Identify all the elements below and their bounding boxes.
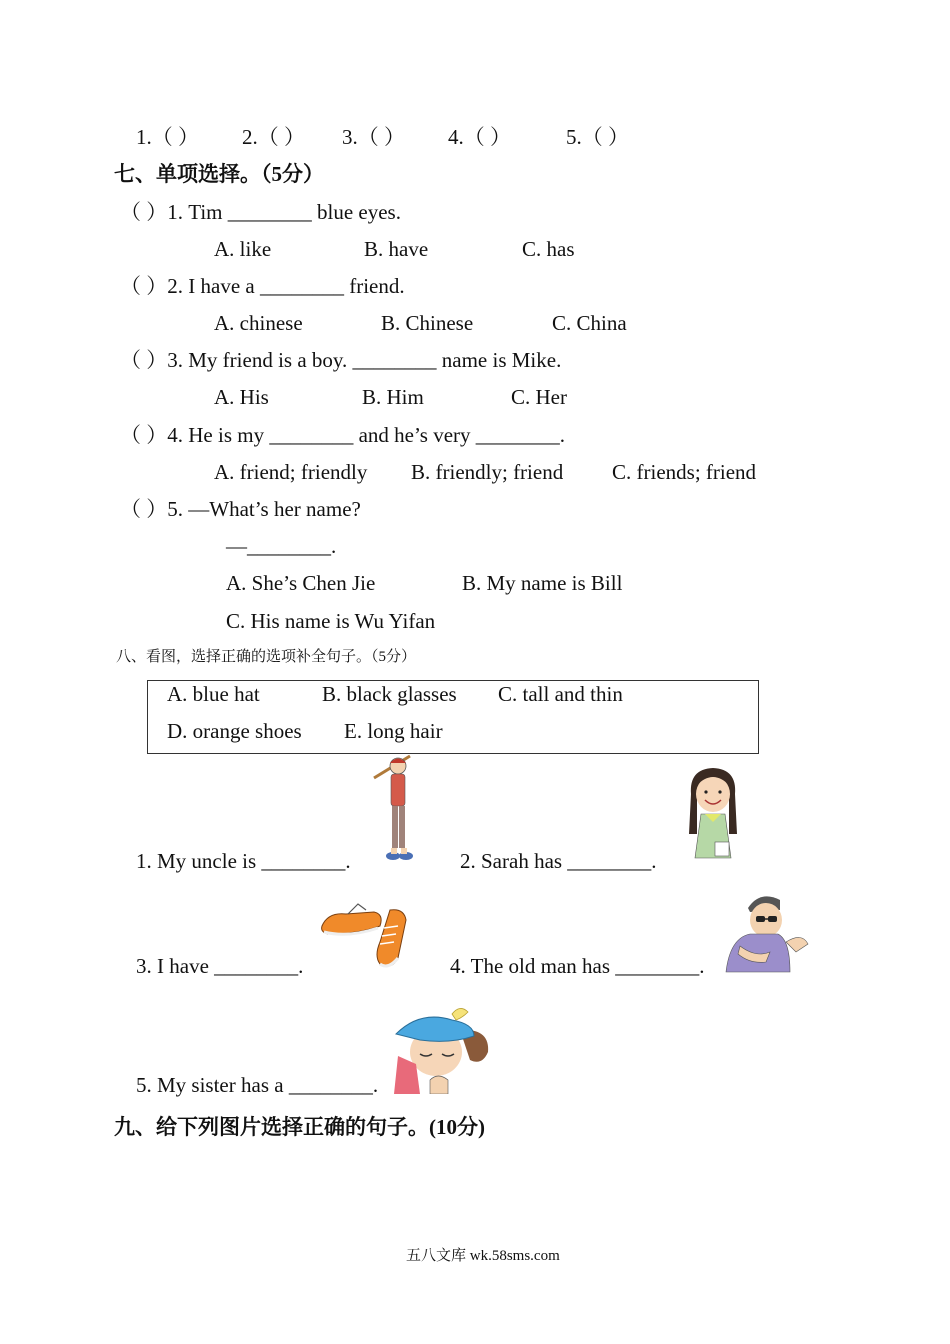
tall-boy-illustration bbox=[366, 752, 428, 868]
answer-1: 1.（ ） bbox=[136, 125, 199, 149]
q2-option-b: B. Chinese bbox=[381, 311, 474, 335]
q1-option-a: A. like bbox=[214, 237, 272, 261]
q5-option-c: C. His name is Wu Yifan bbox=[226, 609, 436, 633]
q1-option-b: B. have bbox=[364, 237, 429, 261]
q5-stem: （ ）5. —What’s her name? bbox=[120, 497, 361, 521]
q1-stem: （ ）1. Tim ________ blue eyes. bbox=[120, 200, 401, 224]
q1-option-c: C. has bbox=[522, 237, 575, 261]
q5-option-a: A. She’s Chen Jie bbox=[226, 571, 376, 595]
q3-option-c: C. Her bbox=[511, 385, 567, 409]
q2-stem: （ ）2. I have a ________ friend. bbox=[120, 274, 405, 298]
choice-b: B. black glasses bbox=[322, 682, 457, 706]
q2-option-a: A. chinese bbox=[214, 311, 303, 335]
q3-option-a: A. His bbox=[214, 385, 269, 409]
old-man-illustration bbox=[720, 888, 810, 974]
choice-d: D. orange shoes bbox=[167, 719, 302, 743]
choice-a: A. blue hat bbox=[167, 682, 260, 706]
section8-title: 八、看图，选择正确的选项补全句子。（5分） bbox=[116, 649, 417, 665]
section7-title: 七、单项选择。（5分） bbox=[114, 162, 324, 186]
q4-option-b: B. friendly; friend bbox=[411, 460, 564, 484]
section9-title: 九、给下列图片选择正确的句子。(10分) bbox=[114, 1115, 485, 1139]
sentence-4: 4. The old man has ________. bbox=[450, 954, 705, 978]
sentence-5: 5. My sister has a ________. bbox=[136, 1073, 379, 1097]
answer-3: 3.（ ） bbox=[342, 125, 405, 149]
q4-option-c: C. friends; friend bbox=[612, 460, 757, 484]
q5-option-b: B. My name is Bill bbox=[462, 571, 623, 595]
sentence-2: 2. Sarah has ________. bbox=[460, 849, 657, 873]
orange-shoes-illustration bbox=[318, 898, 414, 974]
answer-2: 2.（ ） bbox=[242, 125, 305, 149]
choice-e: E. long hair bbox=[344, 719, 443, 743]
q3-stem: （ ）3. My friend is a boy. ________ name is Mike. bbox=[120, 348, 562, 372]
answer-5: 5.（ ） bbox=[566, 125, 629, 149]
q4-option-a: A. friend; friendly bbox=[214, 460, 368, 484]
q5-reply: —________. bbox=[226, 534, 337, 558]
footer-watermark: 五八文库 wk.58sms.com bbox=[406, 1248, 560, 1264]
sister-illustration bbox=[390, 1000, 494, 1094]
q2-option-c: C. China bbox=[552, 311, 627, 335]
q4-stem: （ ）4. He is my ________ and he’s very ________. bbox=[120, 423, 566, 447]
sentence-1: 1. My uncle is ________. bbox=[136, 849, 351, 873]
sarah-illustration bbox=[683, 764, 743, 866]
choice-c: C. tall and thin bbox=[498, 682, 623, 706]
answer-4: 4.（ ） bbox=[448, 125, 511, 149]
q3-option-b: B. Him bbox=[362, 385, 424, 409]
sentence-3: 3. I have ________. bbox=[136, 954, 304, 978]
